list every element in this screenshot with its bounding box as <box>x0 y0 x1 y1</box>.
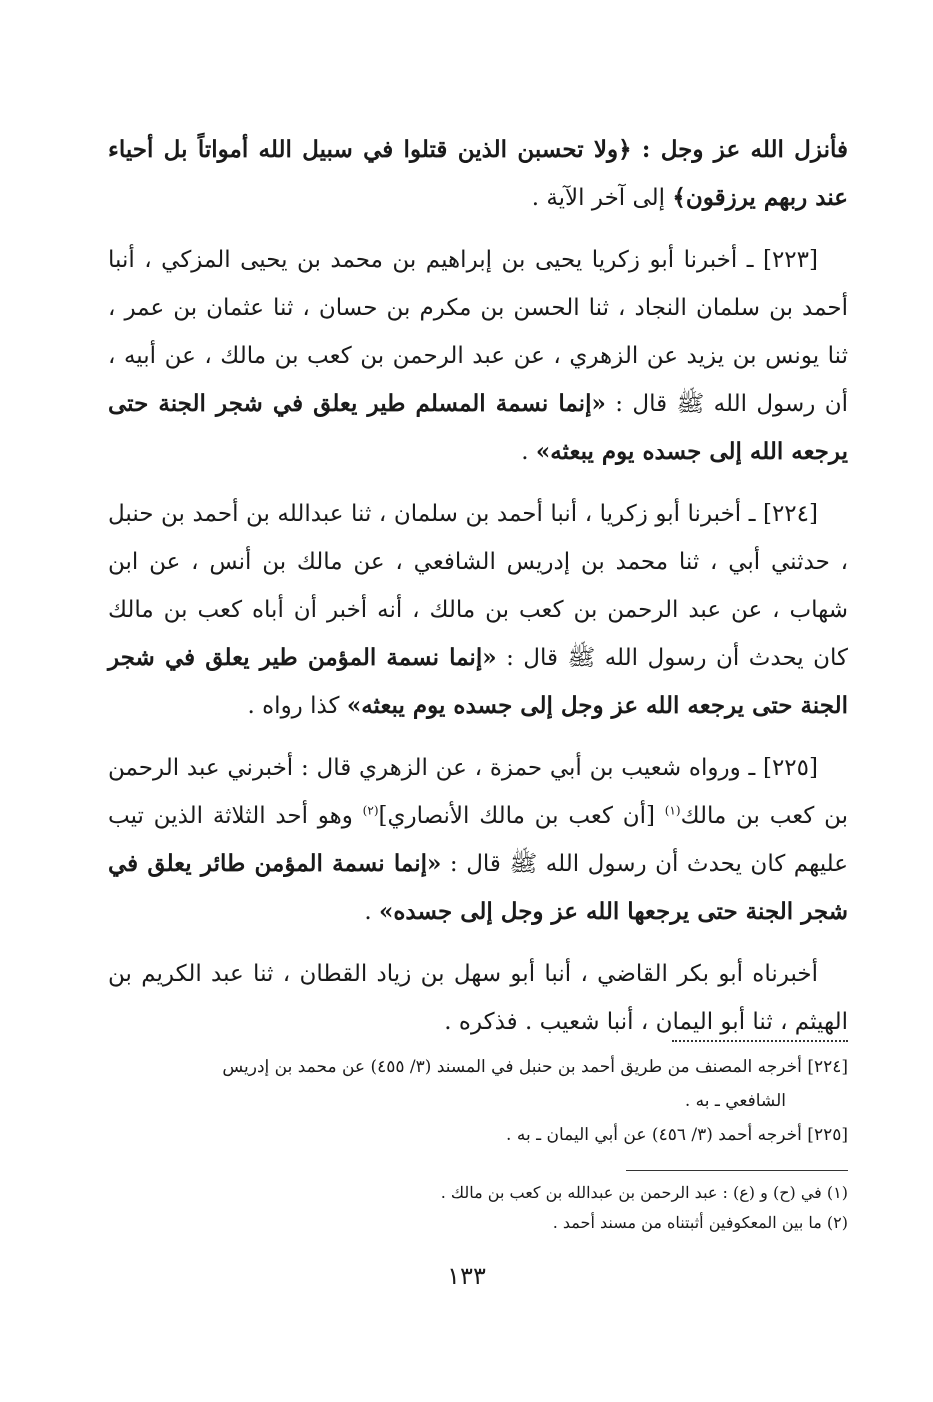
hadith-224-end: كذا رواه . <box>247 693 347 719</box>
paragraph-verse <box>108 126 848 222</box>
takhrij-224-cont: الشافعي ـ به . <box>684 1091 786 1111</box>
footnote-ref-2: (٢) <box>362 803 379 818</box>
hadith-225-end: . <box>364 899 379 925</box>
footnotes <box>108 1178 848 1238</box>
hadith-223 <box>108 236 848 476</box>
takhrij-notes <box>108 1050 848 1152</box>
hadith-224-matn: «إنما نسمة المؤمن طير يعلق في شجر الجنة حتى يرجعه الله عز وجل إلى جسده يوم يبعثه» <box>108 644 848 719</box>
page-number: ١٣٣ <box>447 1262 486 1290</box>
hadith-225-isnad-cont: وهو أحد الثلاثة الذين تيب عليهم كان يحدث أن رسول الله ﷺ قال : <box>108 803 848 877</box>
main-text <box>108 126 848 1060</box>
hadith-223-end: . <box>521 439 536 465</box>
hadith-223-isnad: [٢٢٣] ـ أخبرنا أبو زكريا يحيى بن إبراهيم بن محمد بن يحيى المزكي ، أنبا أحمد بن سلمان النجاد ، ثنا الحسن بن مكرم بن حسان ، ثنا عثمان بن عمر ، ثنا يونس بن يزيد عن الزهري ، عن عبد الرحمن بن كعب بن مالك ، عن أبيه ، أن رسول الله ﷺ قال : <box>108 247 848 417</box>
footnote-rule <box>626 1170 848 1171</box>
takhrij-225: [٢٢٥] أخرجه أحمد (٣/ ٤٥٦) عن أبي اليمان ـ به . <box>506 1125 848 1145</box>
footnote-1: (١) في (ح) و (ع) : عبد الرحمن بن عبدالله بن كعب بن مالك . <box>440 1183 848 1202</box>
footnote-ref-1: (١) <box>664 803 681 818</box>
hadith-225-matn: «إنما نسمة المؤمن طائر يعلق في شجر الجنة حتى يرجعها الله عز وجل إلى جسده» <box>108 850 848 925</box>
hadith-223-matn: «إنما نسمة المسلم طير يعلق في شجر الجنة حتى يرجعه الله إلى جسده يوم يبعثه» <box>108 390 848 465</box>
quran-verse: فأنزل الله عز وجل : ﴿ولا تحسبن الذين قتلوا في سبيل الله أمواتاً بل أحياء عند ربهم يرزقون﴾ <box>108 136 848 211</box>
hadith-224 <box>108 490 848 730</box>
verse-tail: إلى آخر الآية . <box>531 185 673 211</box>
footnote-2: (٢) ما بين المعكوفين أثبتناه من مسند أحمد . <box>552 1213 848 1232</box>
hadith-225 <box>108 744 848 936</box>
paragraph-akhbarnahu: أخبرناه أبو بكر القاضي ، أنبا أبو سهل بن زياد القطان ، ثنا عبد الكريم بن الهيثم ، ثنا أبو اليمان ، أنبا شعيب . فذكره . <box>108 961 848 1035</box>
hadith-225-bracket: [أن كعب بن مالك الأنصاري] <box>378 803 665 829</box>
hadith-224-isnad: [٢٢٤] ـ أخبرنا أبو زكريا ، أنبا أحمد بن سلمان ، ثنا عبدالله بن أحمد بن حنبل ، حدثني أبي ، ثنا محمد بن إدريس الشافعي ، عن مالك بن أنس ، عن ابن شهاب ، عن عبد الرحمن بن كعب بن مالك ، أنه أخبر أن أباه كعب بن مالك كان يحدث أن رسول الله ﷺ قال : <box>108 501 849 671</box>
hadith-225-isnad: [٢٢٥] ـ ورواه شعيب بن أبي حمزة ، عن الزهري قال : أخبرني عبد الرحمن بن كعب بن مالك <box>108 755 848 829</box>
takhrij-224: [٢٢٤] أخرجه المصنف من طريق أحمد بن حنبل في المسند (٣/ ٤٥٥) عن محمد بن إدريس <box>222 1057 848 1077</box>
dotted-divider <box>672 1040 848 1042</box>
